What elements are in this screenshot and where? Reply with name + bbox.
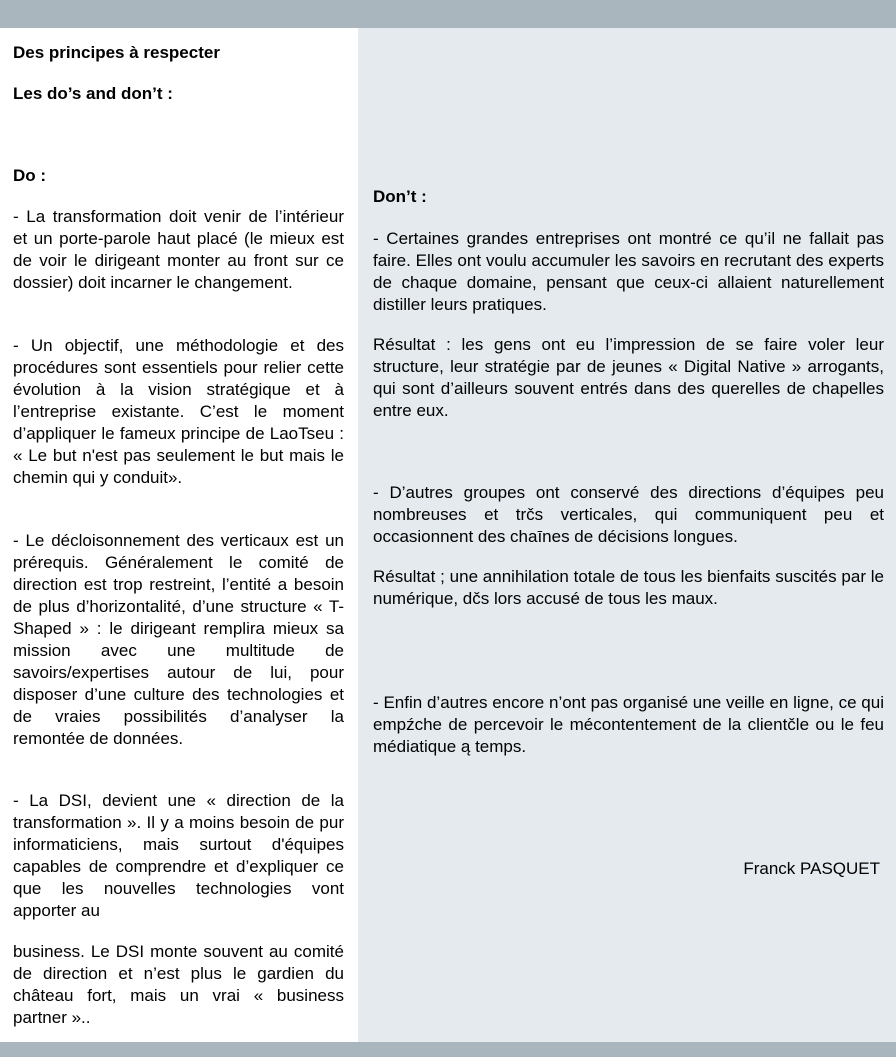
left-column: [0, 28, 358, 1042]
do-paragraph-2: - Un objectif, une méthodologie et des procédures sont essentiels pour relier cette évolution à la vision stratégique et à l’entreprise existante. C’est le moment d’appliquer le fameux principe de LaoTseu : « Le but n'est pas seulement le but mais le chemin qui y conduit».: [13, 336, 344, 487]
article-title: Des principes à respecter: [13, 43, 220, 62]
dont-paragraph-2: Résultat : les gens ont eu l’impression de se faire voler leur structure, leur stratégie par de jeunes « Digital Native » arrogants, qui sont d’ailleurs souvent entrés dans des querelles de chapelles entre eux.: [373, 335, 884, 420]
right-column: [358, 28, 896, 1042]
do-paragraph-3: - Le décloisonnement des verticaux est un prérequis. Généralement le comité de direction est trop restreint, l’entité a besoin de plus d’horizontalité, d’une structure « T-Shaped » : le dirigeant remplira mieux sa mission avec une multitude de savoirs/expertises autour de lui, pour disposer d’une culture des technologies et de vraies possibilités d’analyser la remontée de données.: [13, 531, 344, 748]
article-subtitle: Les do’s and don’t :: [13, 84, 173, 103]
dont-paragraph-4: Résultat ; une annihilation totale de tous les bienfaits suscités par le numérique, dčs lors accusé de tous les maux.: [373, 567, 884, 608]
dont-paragraph-3: - D’autres groupes ont conservé des directions d’équipes peu nombreuses et trčs verticales, qui communiquent peu et occasionnent des chaīnes de décisions longues.: [373, 483, 884, 546]
dont-heading: Don’t :: [373, 187, 427, 206]
do-heading: Do :: [13, 166, 47, 185]
do-paragraph-4: - La DSI, devient une « direction de la transformation ». Il y a moins besoin de pur informaticiens, mais surtout d'équipes capables de comprendre et d’expliquer ce que les nouvelles technologies vont apporter au: [13, 791, 344, 920]
author-signature: Franck PASQUET: [743, 859, 880, 878]
dont-paragraph-1: - Certaines grandes entreprises ont montré ce qu’il ne fallait pas faire. Elles ont voulu accumuler les savoirs en recrutant des experts de chaque domaine, pensant que ceux-ci allaient naturellement distiller leurs pratiques.: [373, 229, 884, 314]
do-paragraph-1: - La transformation doit venir de l’intérieur et un porte-parole haut placé (le mieux est de voir le dirigeant monter au front sur ce dossier) doit incarner le changement.: [13, 207, 344, 292]
do-paragraph-5: business. Le DSI monte souvent au comité de direction et n’est plus le gardien du château fort, mais un vrai « business partner »..: [13, 942, 344, 1027]
dont-paragraph-5: - Enfin d’autres encore n’ont pas organisé une veille en ligne, ce qui empźche de percevoir le mécontentement de la clientčle ou le feu médiatique ą temps.: [373, 693, 884, 756]
